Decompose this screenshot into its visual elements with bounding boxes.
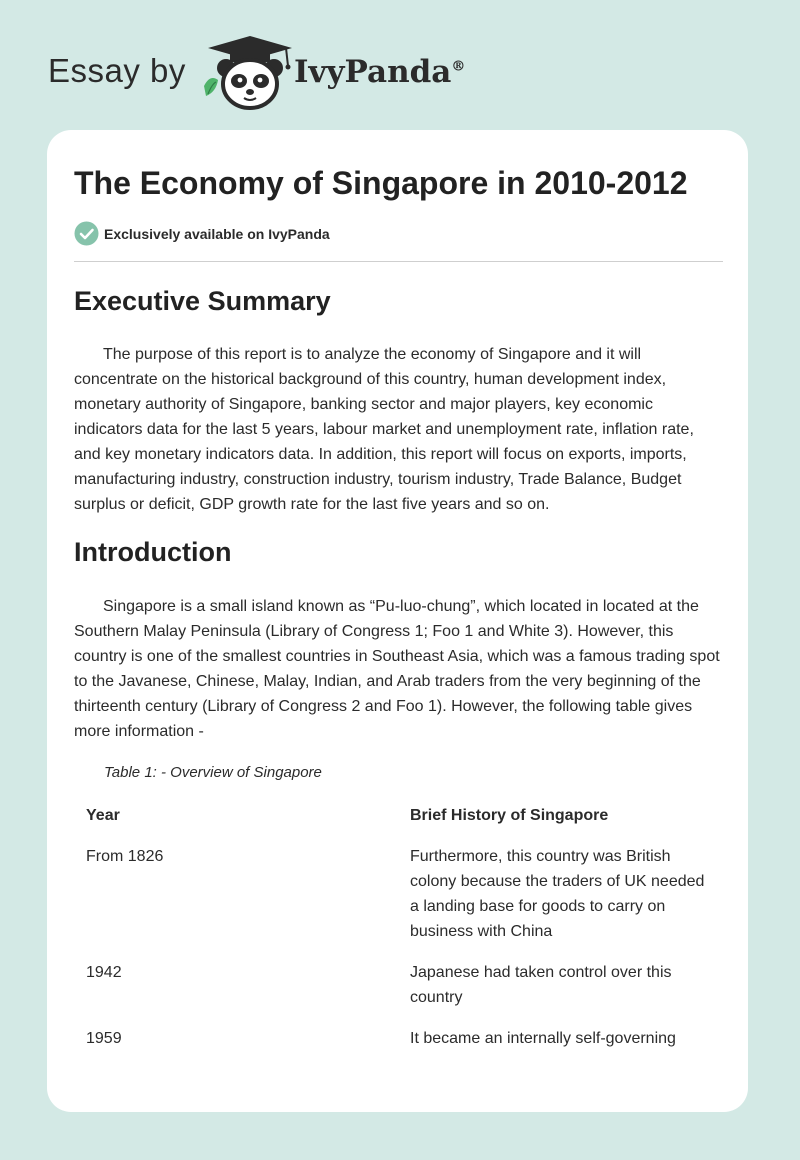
overview-table — [74, 794, 724, 1059]
table-row — [74, 952, 724, 1018]
table-caption: Table 1: - Overview of Singapore — [104, 764, 322, 781]
table-cell-history: It became an internally self-governing — [410, 1030, 676, 1047]
table-cell-history: Japanese had taken control over this country — [410, 964, 672, 1006]
table-cell-year: 1942 — [86, 964, 122, 981]
section-heading-introduction: Introduction — [74, 537, 232, 567]
introduction-paragraph: Singapore is a small island known as “Pu-luo-chung”, which located in located at the Southern Malay Peninsula (Library of Congress 1; Foo 1 and White 3). However, this country is one of the smallest countries in Southeast Asia, which was a famous trading spot to the Javanese, Chinese, Malay, Indian, and Arab traders from the very beginning of the thirteenth century (Library of Congress 2 and Foo 1). However, the following table gives more information - — [74, 598, 720, 740]
executive-summary-paragraph: The purpose of this report is to analyze the economy of Singapore and it will concentrate on the historical background of this country, human development index, monetary authority of Singapore, banking sector and major players, key economic indicators data for the last 5 years, labour market and unemployment rate, inflation rate, and key monetary indicators data. In addition, this report will focus on exports, imports, manufacturing industry, construction industry, tourism industry, Trade Balance, Budget surplus or deficit, GDP growth rate for the last five years and so on. — [74, 346, 694, 513]
section-heading-executive-summary: Executive Summary — [74, 286, 331, 316]
table-cell-history: Furthermore, this country was British colony because the traders of UK needed a landing base for goods to carry on business with China — [410, 848, 705, 940]
essay-card — [47, 130, 748, 1112]
panda-mascot-icon — [200, 34, 300, 110]
brand-name[interactable]: IvyPanda® — [294, 54, 466, 90]
table-cell-year: From 1826 — [86, 848, 164, 865]
table-cell-year: 1959 — [86, 1030, 122, 1047]
page-title: The Economy of Singapore in 2010-2012 — [74, 165, 688, 201]
badge-label: Exclusively available on IvyPanda — [104, 226, 330, 242]
check-circle-icon — [74, 221, 99, 246]
site-header — [48, 34, 568, 114]
availability-badge — [74, 221, 474, 247]
title-divider — [74, 261, 723, 262]
table-row — [74, 836, 724, 952]
ivypanda-logo[interactable] — [200, 34, 300, 110]
table-header-row — [74, 794, 724, 836]
table-row — [74, 1018, 724, 1059]
column-header-history: Brief History of Singapore — [410, 807, 609, 824]
essay-by-label: Essay by — [48, 52, 186, 89]
column-header-year: Year — [86, 807, 120, 824]
